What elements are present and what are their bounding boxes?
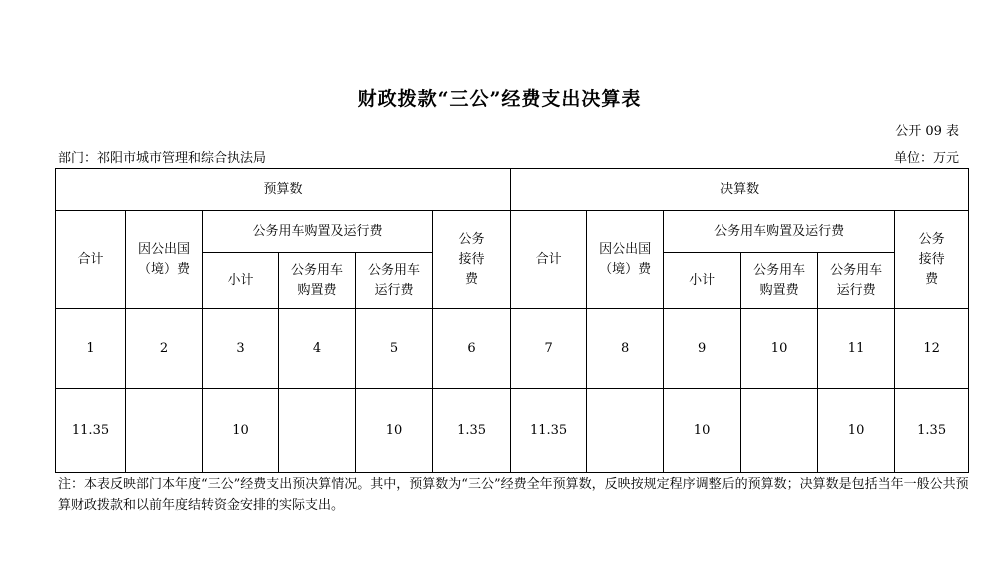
index-cell: 5 <box>356 309 433 389</box>
final-vehicle-operation-header: 公务用车运行费 <box>818 253 895 309</box>
index-row <box>56 309 969 389</box>
value-cell <box>279 389 356 473</box>
form-code: 公开 09 表 <box>895 124 959 139</box>
budget-group-header: 预算数 <box>56 169 511 211</box>
final-vehicle-group-header: 公务用车购置及运行费 <box>664 211 895 253</box>
final-abroad-header: 因公出国（境）费 <box>587 211 664 309</box>
unit-label: 单位：万元 <box>893 151 959 166</box>
footnote: 注：本表反映部门本年度“三公”经费支出预决算情况。其中，预算数为“三公”经费全年预算数，反映按规定程序调整后的预算数；决算数是包括当年一般公共预算财政拨款和以前年度结转资金安排的实际支出。 <box>58 477 969 513</box>
page-title: 财政拨款“三公”经费支出决算表 <box>357 88 642 110</box>
index-cell: 4 <box>279 309 356 389</box>
final-total-header: 合计 <box>511 211 587 309</box>
value-cell <box>587 389 664 473</box>
value-cell: 10 <box>203 389 279 473</box>
value-row <box>56 389 969 473</box>
index-cell: 10 <box>741 309 818 389</box>
header-row-1 <box>56 211 969 253</box>
budget-abroad-header: 因公出国（境）费 <box>126 211 203 309</box>
final-reception-header: 公务接待费 <box>895 211 969 309</box>
final-subtotal-header: 小计 <box>664 253 741 309</box>
expense-table <box>55 168 969 473</box>
final-vehicle-purchase-header: 公务用车购置费 <box>741 253 818 309</box>
value-cell: 10 <box>818 389 895 473</box>
index-cell: 7 <box>511 309 587 389</box>
budget-vehicle-group-header: 公务用车购置及运行费 <box>203 211 433 253</box>
value-cell: 11.35 <box>56 389 126 473</box>
value-cell: 10 <box>664 389 741 473</box>
index-cell: 6 <box>433 309 511 389</box>
value-cell: 1.35 <box>433 389 511 473</box>
value-cell <box>741 389 818 473</box>
value-cell <box>126 389 203 473</box>
budget-vehicle-operation-header: 公务用车运行费 <box>356 253 433 309</box>
budget-vehicle-purchase-header: 公务用车购置费 <box>279 253 356 309</box>
budget-total-header: 合计 <box>56 211 126 309</box>
index-cell: 2 <box>126 309 203 389</box>
final-group-header: 决算数 <box>511 169 969 211</box>
index-cell: 3 <box>203 309 279 389</box>
value-cell: 11.35 <box>511 389 587 473</box>
index-cell: 11 <box>818 309 895 389</box>
value-cell: 1.35 <box>895 389 969 473</box>
index-cell: 9 <box>664 309 741 389</box>
index-cell: 12 <box>895 309 969 389</box>
budget-reception-header: 公务接待费 <box>433 211 511 309</box>
index-cell: 1 <box>56 309 126 389</box>
budget-subtotal-header: 小计 <box>203 253 279 309</box>
department-label: 部门：祁阳市城市管理和综合执法局 <box>58 151 267 166</box>
index-cell: 8 <box>587 309 664 389</box>
value-cell: 10 <box>356 389 433 473</box>
header-group-row <box>56 169 969 211</box>
